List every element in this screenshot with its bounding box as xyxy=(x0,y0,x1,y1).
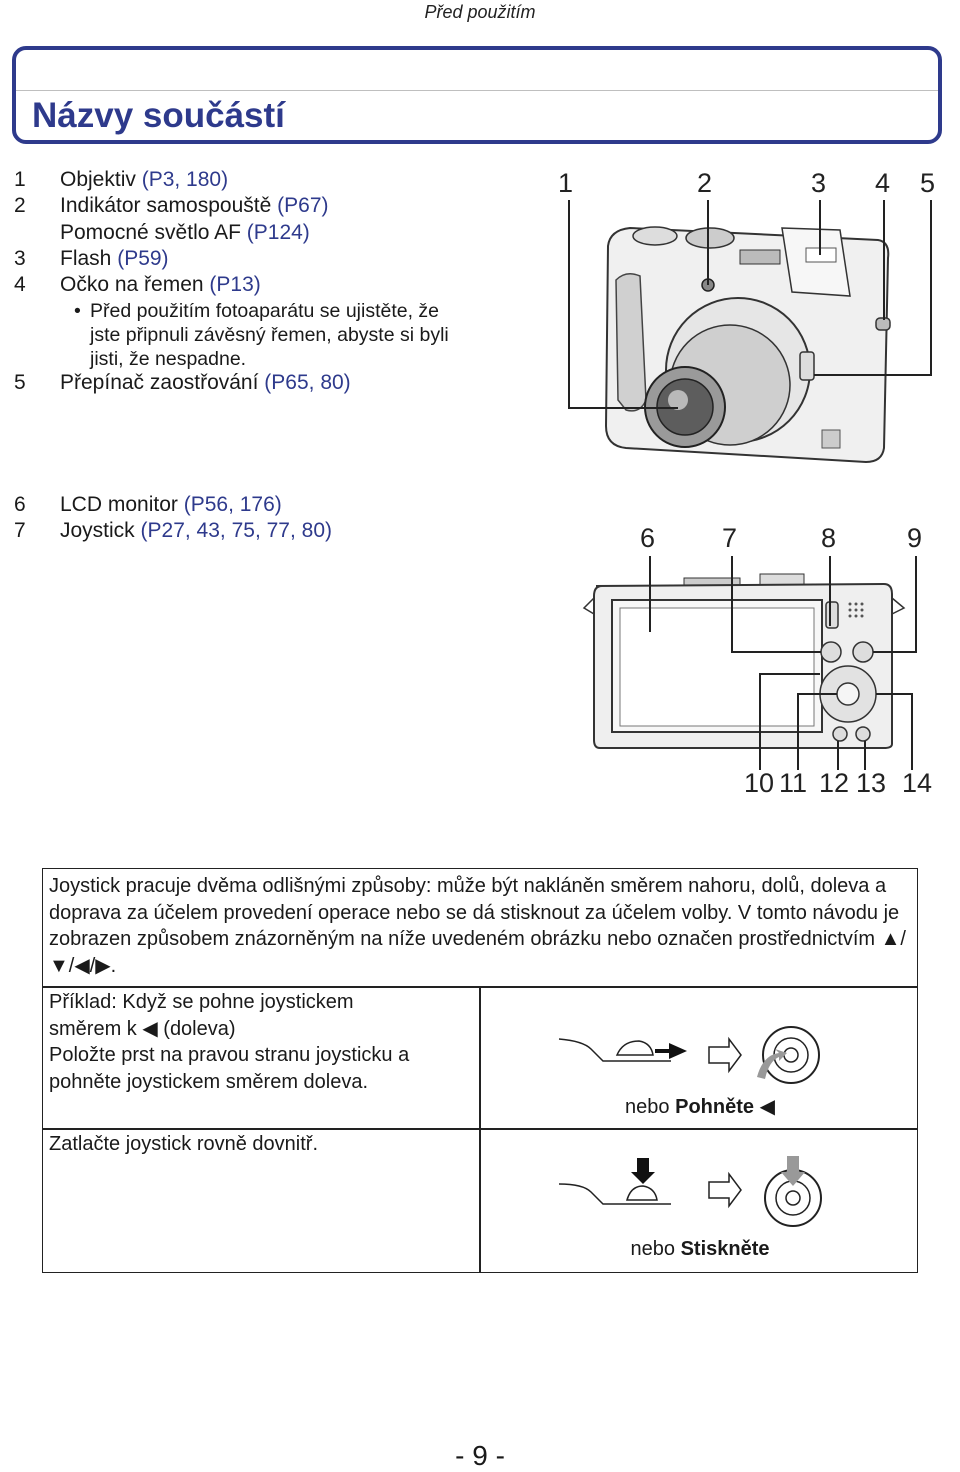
part-number: 7 xyxy=(14,519,26,543)
part-name: Pomocné světlo AF xyxy=(60,220,241,244)
callout-number: 4 xyxy=(875,168,891,198)
camera-front-illustration xyxy=(560,200,950,470)
back-parts-list xyxy=(14,492,534,545)
part-page-ref: (P13) xyxy=(209,273,261,297)
list-item xyxy=(14,246,534,272)
title-banner-rule xyxy=(16,90,938,91)
strap-note-line xyxy=(14,346,534,370)
part-page-ref: (P124) xyxy=(246,220,310,244)
strap-note-text: Před použitím fotoaparátu se ujistěte, že xyxy=(90,300,440,323)
list-item xyxy=(14,370,534,396)
example-line: Příklad: Když se pohne joystickem xyxy=(49,991,354,1013)
list-item xyxy=(14,518,534,544)
part-page-ref: (P27, 43, 75, 77, 80) xyxy=(140,519,332,543)
callout-number: 3 xyxy=(811,168,827,198)
strap-note-line xyxy=(14,322,534,346)
caption-action: Stiskněte xyxy=(680,1238,770,1260)
callout-number: 6 xyxy=(640,523,656,553)
section-header-label: Před použitím xyxy=(424,2,536,22)
callout-number: 10 xyxy=(744,768,775,798)
part-page-ref: (P65, 80) xyxy=(264,371,351,395)
part-name: Přepínač zaostřování xyxy=(60,371,259,395)
title-banner xyxy=(12,46,942,144)
part-name: Joystick xyxy=(60,519,135,543)
part-name: Flash xyxy=(60,246,112,270)
strap-note-text: jisti, že nespadne. xyxy=(90,348,247,371)
press-text: Zatlačte joystick rovně dovnitř. xyxy=(49,1133,318,1155)
move-caption xyxy=(483,1094,917,1119)
callout-number: 13 xyxy=(856,768,887,798)
list-item xyxy=(14,220,534,246)
callout-number: 9 xyxy=(907,523,923,553)
joystick-press-illustration xyxy=(543,1154,833,1234)
part-number: 1 xyxy=(14,168,26,191)
part-name: LCD monitor xyxy=(60,493,178,516)
table-divider xyxy=(43,1128,917,1130)
list-item xyxy=(14,272,534,298)
callout-number: 7 xyxy=(722,523,738,553)
camera-back-illustration xyxy=(580,556,930,770)
part-number: 6 xyxy=(14,493,26,516)
part-number: 4 xyxy=(14,273,26,297)
part-number: 2 xyxy=(14,194,26,218)
callout-number: 2 xyxy=(697,168,713,198)
example-line: Položte prst na pravou stranu joysticku a xyxy=(49,1044,410,1066)
example-line: pohněte joystickem směrem doleva. xyxy=(49,1070,369,1093)
page-number: - 9 - xyxy=(455,1440,505,1471)
callout-number: 12 xyxy=(819,768,850,798)
caption-prefix: nebo xyxy=(625,1096,676,1118)
part-page-ref: (P59) xyxy=(117,246,169,270)
joystick-intro-text: Joystick pracuje dvěma odlišnými způsoby: může být nakláněn směrem nahoru, dolů, doleva a doprava za účelem provedení operace nebo se dá stisknout za účelem volby. V tomto návodu je zobrazen způsobem znázorněným na níže uvedeném obrázku nebo označen prostřednictvím ▲/▼/◀/▶. xyxy=(49,875,906,977)
callout-number: 14 xyxy=(902,768,933,798)
joystick-info-table xyxy=(42,868,918,1273)
callout-number: 11 xyxy=(779,768,808,798)
part-name: Očko na řemen xyxy=(60,273,204,297)
part-number: 3 xyxy=(14,246,26,270)
press-caption xyxy=(483,1238,917,1261)
part-page-ref: (P3, 180) xyxy=(141,168,229,191)
callout-number: 8 xyxy=(821,523,837,553)
caption-prefix: nebo xyxy=(630,1238,681,1260)
list-item xyxy=(14,492,534,518)
part-name: Objektiv xyxy=(60,168,136,191)
front-parts-list xyxy=(14,167,534,397)
callout-number: 5 xyxy=(920,168,936,198)
part-number: 5 xyxy=(14,371,26,395)
part-name: Indikátor samospouště xyxy=(60,194,272,218)
list-item xyxy=(14,193,534,219)
strap-note-text: jste připnuli závěsný řemen, abyste si byli xyxy=(90,324,449,347)
list-item xyxy=(14,167,534,193)
joystick-move-illustration xyxy=(543,1019,833,1099)
move-example-text xyxy=(49,989,474,1095)
strap-note-line xyxy=(14,298,534,322)
part-page-ref: (P67) xyxy=(277,194,329,218)
example-line: směrem k ◀ (doleva) xyxy=(49,1017,236,1040)
page-title: Názvy součástí xyxy=(32,96,285,135)
part-page-ref: (P56, 176) xyxy=(183,493,282,516)
caption-action: Pohněte ◀ xyxy=(675,1096,775,1118)
bullet-mark: • xyxy=(74,300,81,323)
callout-number: 1 xyxy=(558,168,574,198)
